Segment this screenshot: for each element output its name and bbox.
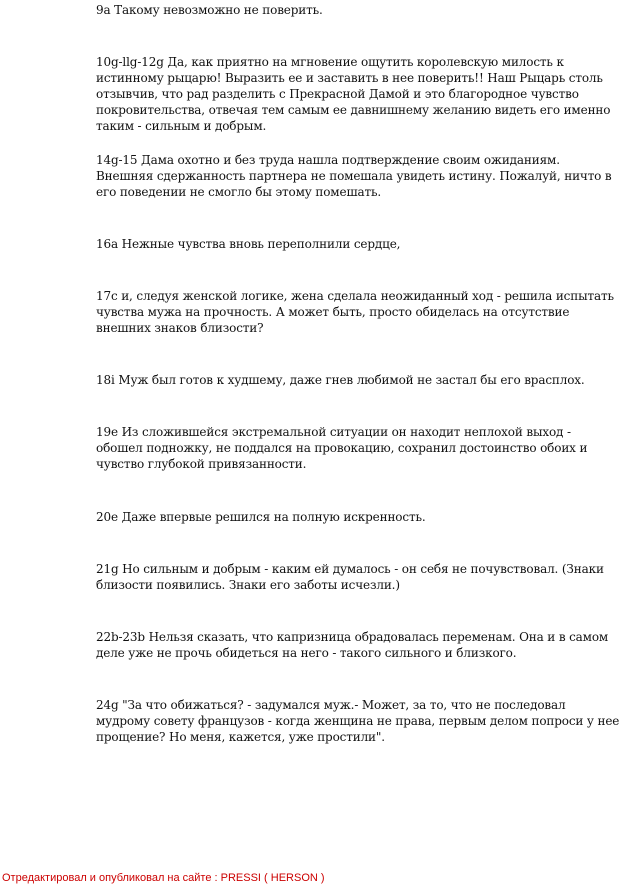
paragraph-9a: 9а Такому невозможно не поверить. bbox=[96, 3, 323, 17]
site-credit-footer: Отредактировал и опубликовал на сайте : PRESSI ( HERSON ) bbox=[2, 872, 325, 884]
paragraph-21g: 21g Но сильным и добрым - каким ей думалось - он себя не почувствовал. (Знаки близости появились. Знаки его заботы исчезли.) bbox=[96, 562, 604, 592]
paragraph-14g-15: 14g-15 Дама охотно и без труда нашла подтверждение своим ожиданиям. Внешняя сдержанность партнера не помешала увидеть истину. Пожалуй, ничто в его поведении не смогло бы этому помешать. bbox=[96, 153, 612, 199]
paragraph-19e: 19е Из сложившейся экстремальной ситуации он находит неплохой выход - обошел подножку, не поддался на провокацию, сохранил достоинство обоих и чувство глубокой привязанности. bbox=[96, 425, 588, 471]
paragraph-20e: 20е Даже впервые решился на полную искренность. bbox=[96, 510, 426, 524]
paragraph-24g: 24g "За что обижаться? - задумался муж.- Может, за то, что не последовал мудрому совету французов - когда женщина не права, первым делом попроси у нее прощение? Но меня, кажется, уже простили". bbox=[96, 698, 620, 744]
paragraph-16a: 16а Нежные чувства вновь переполнили сердце, bbox=[96, 237, 401, 251]
paragraph-17c: 17с и, следуя женской логике, жена сделала неожиданный ход - решила испытать чувства мужа на прочность. А может быть, просто обиделась на отсутствие внешних знаков близости? bbox=[96, 289, 614, 335]
paragraph-10g-12g: 10g-llg-12g Да, как приятно на мгновение ощутить королевскую милость к истинному рыцарю! Выразить ее и заставить в нее поверить!! Наш Рыцарь столь отзывчив, что рад разделить с Прекрасной Дамой и это благородное чувство покровительства, отвечая тем самым ее давнишнему желанию видеть его именно таким - сильным и добрым. bbox=[96, 55, 611, 133]
paragraph-18i: 18i Муж был готов к худшему, даже гнев любимой не застал бы его врасплох. bbox=[96, 373, 585, 387]
paragraph-22b-23b: 22b-23b Нельзя сказать, что капризница обрадовалась переменам. Она и в самом деле уже не прочь обидеться на него - такого сильного и близкого. bbox=[96, 630, 609, 660]
